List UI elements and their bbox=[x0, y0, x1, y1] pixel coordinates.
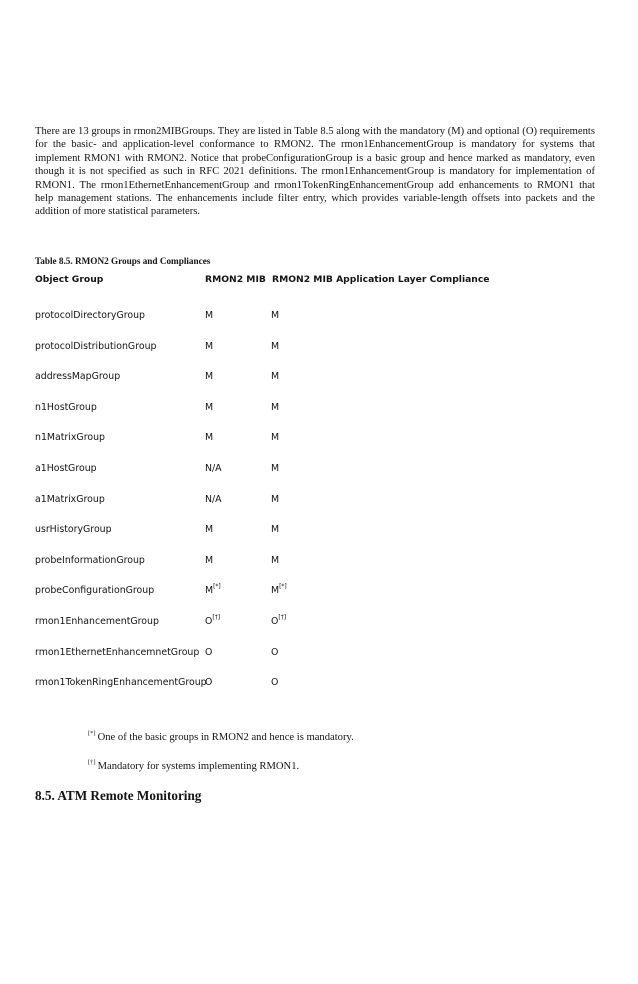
footnote-ref: [*] bbox=[213, 583, 221, 591]
cell-app-layer bbox=[271, 402, 279, 413]
cell-object-group: addressMapGroup bbox=[35, 371, 121, 383]
table-row bbox=[35, 341, 595, 372]
header-app-layer: RMON2 MIB Application Layer Compliance bbox=[272, 274, 490, 285]
cell-object-group: a1HostGroup bbox=[35, 462, 97, 474]
cell-value: N/A bbox=[205, 493, 222, 505]
cell-rmon2-mib bbox=[205, 371, 213, 382]
cell-rmon2-mib bbox=[205, 463, 222, 474]
cell-rmon2-mib bbox=[205, 432, 213, 443]
cell-value: M bbox=[205, 371, 214, 383]
cell-rmon2-mib bbox=[205, 524, 213, 535]
cell-rmon2-mib bbox=[205, 647, 212, 658]
cell-object-group: probeConfigurationGroup bbox=[35, 585, 155, 597]
footnote-text: Mandatory for systems implementing RMON1. bbox=[97, 761, 300, 772]
cell-value: M bbox=[271, 401, 280, 413]
cell-app-layer bbox=[271, 371, 279, 382]
cell-rmon2-mib bbox=[205, 613, 221, 627]
cell-app-layer bbox=[271, 647, 278, 658]
cell-object-group: rmon1EthernetEnhancemnetGroup bbox=[35, 646, 200, 658]
cell-app-layer bbox=[271, 341, 279, 352]
cell-app-layer bbox=[271, 555, 279, 566]
cell-object-group: rmon1TokenRingEnhancementGroup bbox=[35, 677, 207, 689]
footnote-mark: [*] bbox=[88, 730, 96, 737]
table-caption: Table 8.5. RMON2 Groups and Compliances bbox=[35, 256, 211, 266]
cell-value: O bbox=[205, 646, 213, 658]
footnote-text: One of the basic groups in RMON2 and hence is mandatory. bbox=[97, 732, 354, 743]
section-heading: 8.5. ATM Remote Monitoring bbox=[35, 788, 202, 803]
cell-value: M bbox=[271, 371, 280, 383]
cell-value: M bbox=[205, 310, 214, 321]
cell-app-layer bbox=[271, 494, 279, 505]
cell-rmon2-mib bbox=[205, 555, 213, 566]
cell-value: M bbox=[205, 432, 214, 444]
cell-value: M bbox=[271, 524, 280, 536]
cell-value: M bbox=[271, 310, 280, 321]
cell-value: M bbox=[271, 554, 280, 566]
footnote-2 bbox=[88, 761, 299, 772]
header-rmon2-mib: RMON2 MIB bbox=[205, 274, 266, 285]
intro-paragraph: There are 13 groups in rmon2MIBGroups. They are listed in Table 8.5 along with the mandatory (M) and optional (O) requirements for the basic- and application-level conformance to RMON2. The rmon1EnhancementGroup is mandatory for systems that implement RMON1 with RMON2. Notice that probeConfigurationGroup is a basic group and hence marked as mandatory, even though it is not specified as such in RFC 2021 definitions. The rmon1EnhancementGroup is mandatory for implementation of RMON1. The rmon1EthernetEnhancementGroup and rmon1TokenRingEnhancementGroup add enhancements to RMON1 that help management stations. The enhancements include filter entry, which provides variable-length offsets into packets and the addition of more statistical parameters. bbox=[35, 126, 595, 218]
cell-object-group: protocolDirectoryGroup bbox=[35, 310, 145, 321]
cell-value: M bbox=[271, 432, 280, 444]
table-row bbox=[35, 310, 595, 341]
compliance-table bbox=[35, 274, 595, 689]
cell-rmon2-mib bbox=[205, 494, 222, 505]
table-row bbox=[35, 585, 595, 616]
cell-value: M bbox=[271, 462, 280, 474]
table-row bbox=[35, 494, 595, 525]
table-row bbox=[35, 463, 595, 494]
cell-value: O bbox=[271, 646, 279, 658]
cell-object-group: n1HostGroup bbox=[35, 401, 97, 413]
cell-object-group: a1MatrixGroup bbox=[35, 493, 105, 505]
cell-object-group: probeInformationGroup bbox=[35, 554, 145, 566]
cell-app-layer bbox=[271, 463, 279, 474]
cell-value: O bbox=[271, 615, 279, 627]
cell-value: M bbox=[271, 493, 280, 505]
table-row bbox=[35, 432, 595, 463]
cell-object-group: protocolDistributionGroup bbox=[35, 340, 157, 352]
cell-value: O bbox=[271, 677, 279, 689]
cell-value: O bbox=[205, 677, 213, 689]
cell-value: O bbox=[205, 615, 213, 627]
footnote-1 bbox=[88, 732, 354, 743]
cell-rmon2-mib bbox=[205, 585, 221, 596]
cell-value: M bbox=[205, 524, 214, 536]
table-row bbox=[35, 524, 595, 555]
cell-app-layer bbox=[271, 432, 279, 443]
table-header-row bbox=[35, 274, 595, 290]
cell-object-group: n1MatrixGroup bbox=[35, 432, 105, 444]
cell-object-group: rmon1EnhancementGroup bbox=[35, 615, 159, 627]
cell-object-group: usrHistoryGroup bbox=[35, 524, 112, 536]
cell-rmon2-mib bbox=[205, 677, 212, 688]
footnote-ref: [†] bbox=[212, 613, 221, 621]
table-row bbox=[35, 613, 595, 647]
cell-app-layer bbox=[271, 585, 287, 596]
footnote-ref: [†] bbox=[278, 613, 287, 621]
table-row bbox=[35, 402, 595, 433]
table-body bbox=[35, 310, 595, 708]
footnote-ref: [*] bbox=[279, 583, 287, 591]
cell-rmon2-mib bbox=[205, 341, 213, 352]
cell-value: M bbox=[205, 554, 214, 566]
header-object-group: Object Group bbox=[35, 274, 104, 285]
cell-app-layer bbox=[271, 524, 279, 535]
table-row bbox=[35, 555, 595, 586]
table-row bbox=[35, 647, 595, 678]
cell-value: M bbox=[205, 585, 214, 597]
cell-value: M bbox=[271, 585, 280, 597]
cell-app-layer bbox=[271, 613, 287, 627]
cell-value: N/A bbox=[205, 462, 222, 474]
cell-value: M bbox=[205, 401, 214, 413]
table-row bbox=[35, 677, 595, 708]
cell-rmon2-mib bbox=[205, 310, 213, 321]
cell-value: M bbox=[271, 340, 280, 352]
footnote-mark: [†] bbox=[88, 759, 96, 766]
cell-value: M bbox=[205, 340, 214, 352]
cell-rmon2-mib bbox=[205, 402, 213, 413]
table-row bbox=[35, 371, 595, 402]
cell-app-layer bbox=[271, 677, 278, 688]
cell-app-layer bbox=[271, 310, 279, 321]
